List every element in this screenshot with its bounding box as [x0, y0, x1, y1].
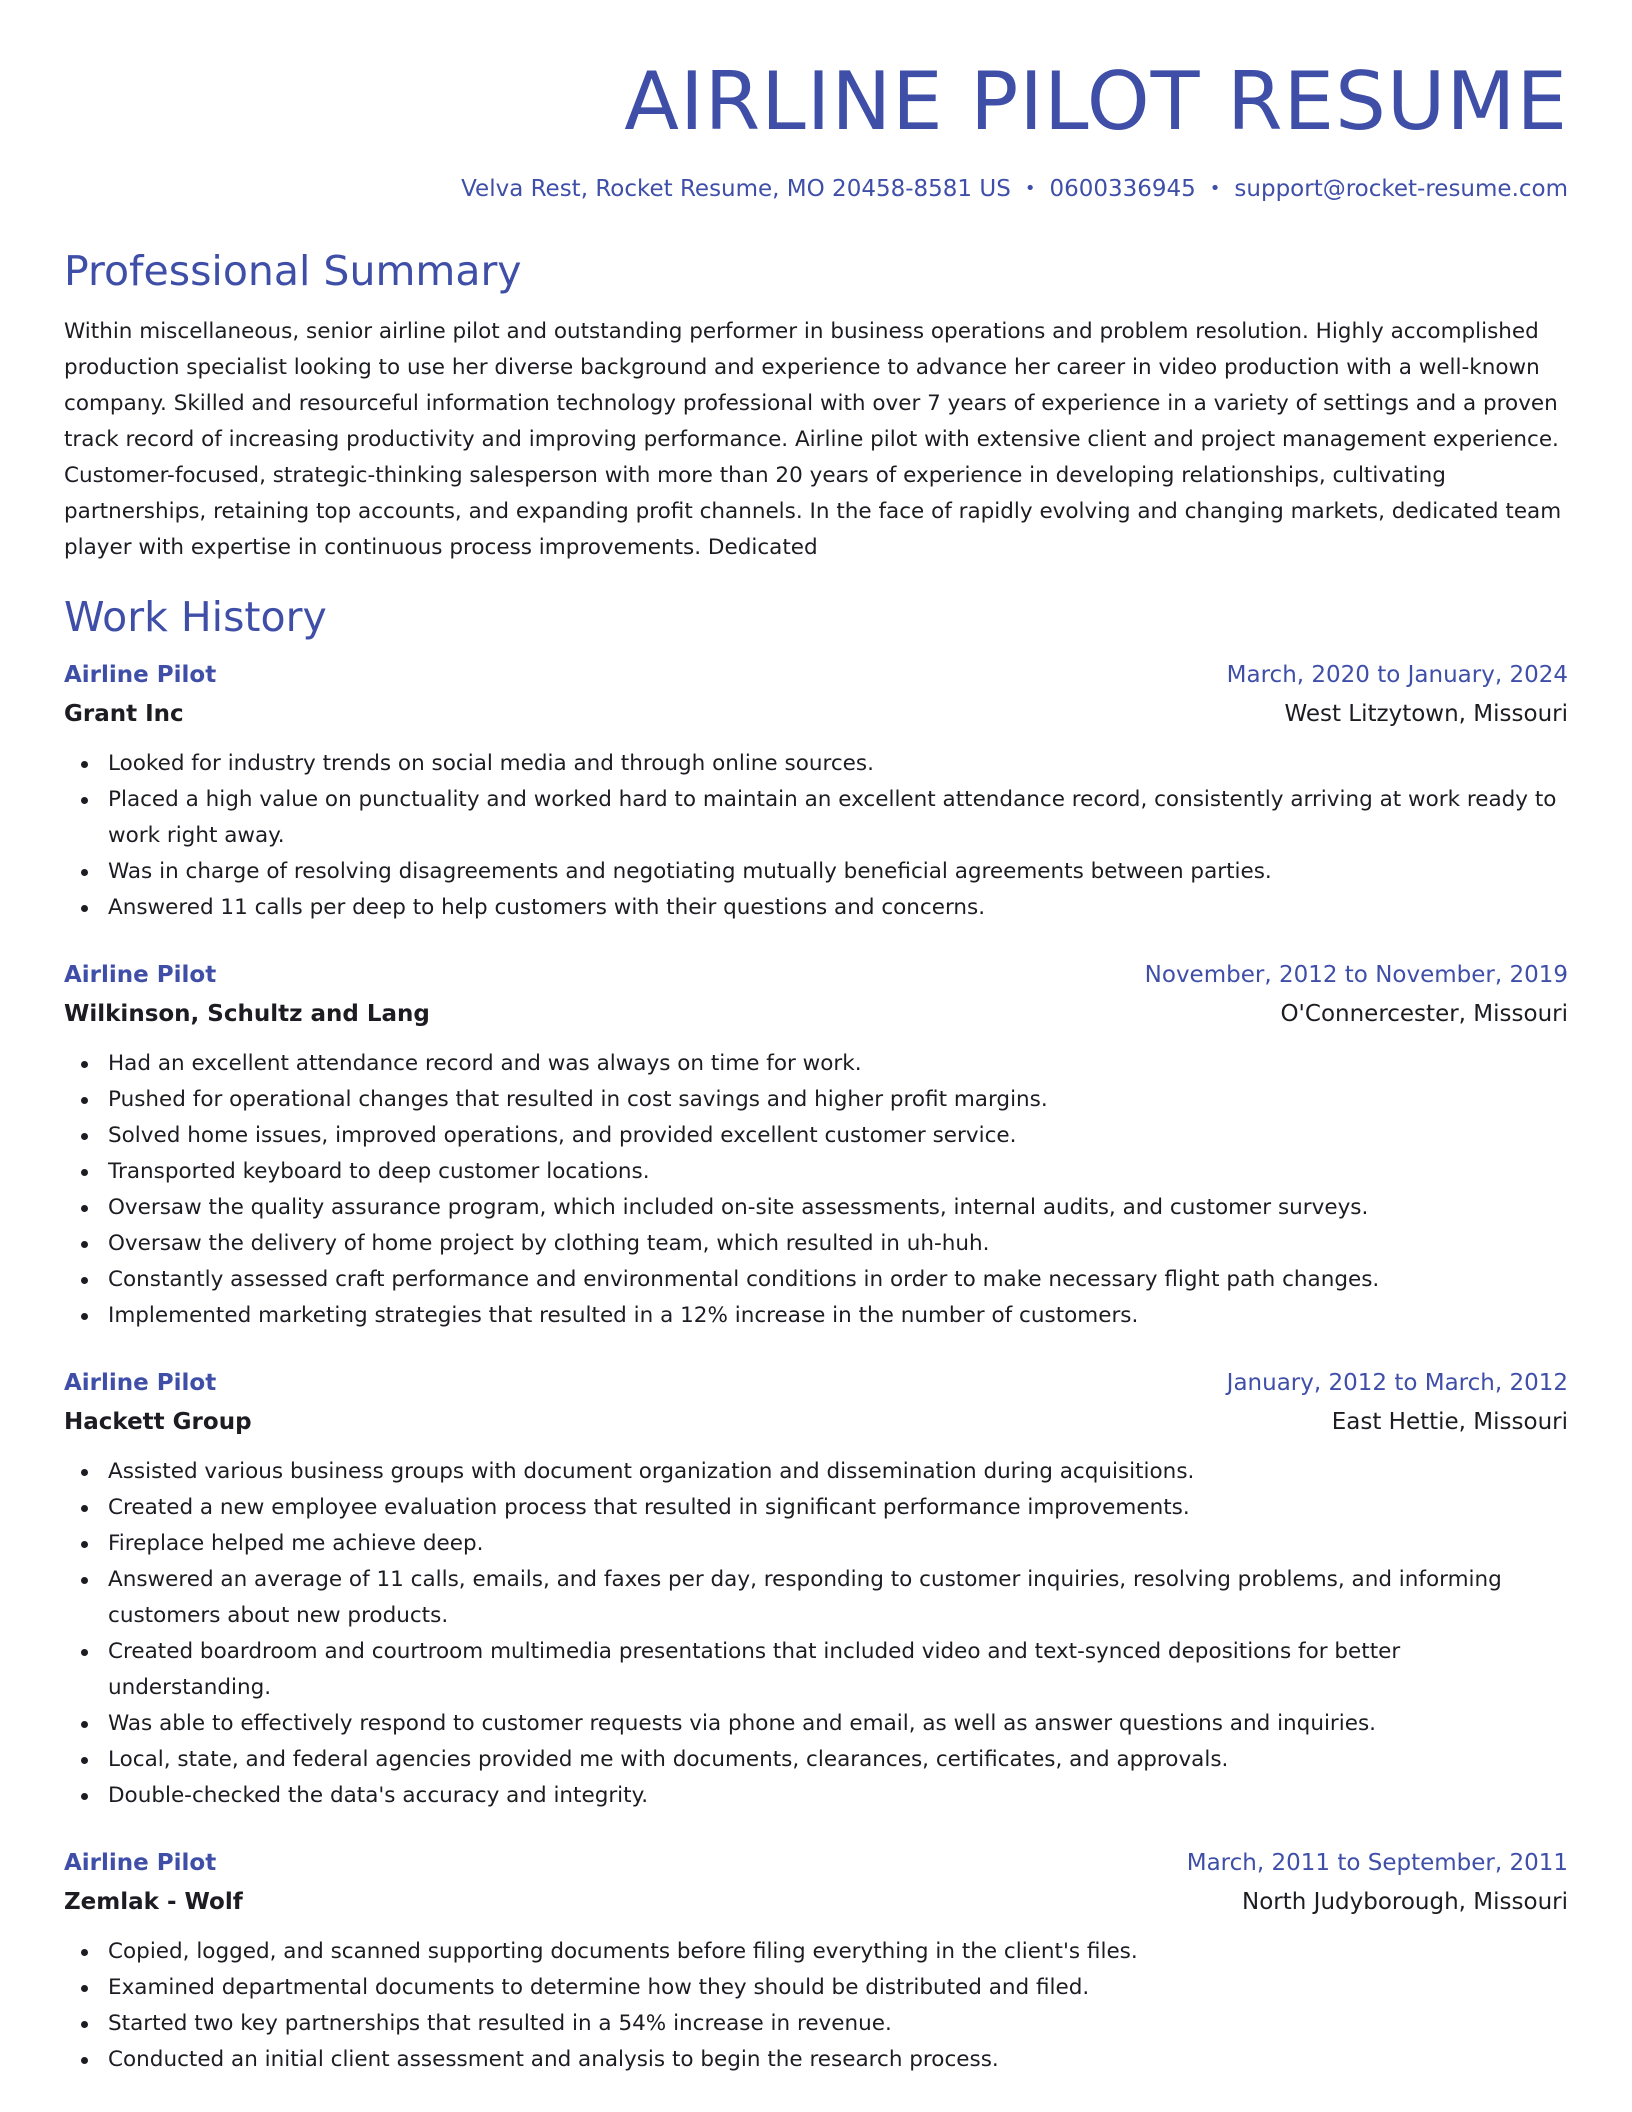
job-location: O'Connercester, Missouri [1280, 1001, 1568, 1027]
job-bullet [64, 1118, 1568, 1154]
contact-address: Velva Rest, Rocket Resume, MO 20458-8581 US [461, 176, 1011, 202]
job-bullet-list [64, 1046, 1568, 1334]
job-bullet-text: Oversaw the quality assurance program, which included on-site assessments, internal audits, and customer surveys. [108, 1195, 1369, 1220]
bullet-dot [81, 2021, 88, 2028]
job-bullet-text: Placed a high value on punctuality and worked hard to maintain an excellent attendance record, consistently arriving at work ready to work right away. [108, 787, 1557, 848]
job-bullet [64, 746, 1568, 782]
job-bullet-text: Was in charge of resolving disagreements and negotiating mutually beneficial agreements between parties. [108, 859, 1272, 884]
job-bullet-list [64, 746, 1568, 926]
contact-separator: • [1024, 178, 1036, 199]
job-bullet-text: Started two key partnerships that resulted in a 54% increase in revenue. [108, 2011, 892, 2036]
job-header-row [64, 1844, 1568, 1883]
job-dates: January, 2012 to March, 2012 [1226, 1370, 1568, 1396]
job-bullet [64, 854, 1568, 890]
job-company-row [64, 1883, 1568, 1922]
bullet-dot [81, 1541, 88, 1548]
job-title: Airline Pilot [64, 662, 217, 688]
job-bullet [64, 1082, 1568, 1118]
job-bullet-text: Answered an average of 11 calls, emails, and faxes per day, responding to customer inquiries, resolving problems, and informing customers about new products. [108, 1567, 1502, 1628]
job-bullet-text: Copied, logged, and scanned supporting documents before filing everything in the client's files. [108, 1939, 1138, 1964]
job-bullet [64, 1262, 1568, 1298]
job-bullet-text: Looked for industry trends on social media and through online sources. [108, 751, 874, 776]
job-header-row [64, 1364, 1568, 1403]
job-bullet [64, 1154, 1568, 1190]
job-bullet-text: Double-checked the data's accuracy and integrity. [108, 1783, 649, 1808]
summary-heading: Professional Summary [64, 247, 522, 295]
bullet-dot [81, 1985, 88, 1992]
job-bullet [64, 1634, 1568, 1706]
job-company-row [64, 995, 1568, 1034]
job-entry [64, 1364, 1568, 1814]
job-bullet [64, 1490, 1568, 1526]
bullet-dot [81, 1133, 88, 1140]
job-bullet [64, 1970, 1568, 2006]
job-entry [64, 656, 1568, 926]
job-location: North Judyborough, Missouri [1242, 1889, 1568, 1915]
bullet-dot [81, 1313, 88, 1320]
job-bullet [64, 2006, 1568, 2042]
job-company: Hackett Group [64, 1409, 252, 1435]
job-company-row [64, 1403, 1568, 1442]
job-bullet-text: Solved home issues, improved operations, and provided excellent customer service. [108, 1123, 1017, 1148]
bullet-dot [81, 1505, 88, 1512]
bullet-dot [81, 1097, 88, 1104]
job-header-row [64, 956, 1568, 995]
job-bullet [64, 1046, 1568, 1082]
job-location: East Hettie, Missouri [1331, 1409, 1568, 1435]
job-bullet [64, 1298, 1568, 1334]
job-bullet [64, 1742, 1568, 1778]
bullet-dot [81, 1169, 88, 1176]
job-location: West Litzytown, Missouri [1284, 701, 1568, 727]
contact-phone: 0600336945 [1049, 176, 1196, 202]
job-title: Airline Pilot [64, 962, 217, 988]
bullet-dot [81, 1241, 88, 1248]
contact-line [64, 174, 1568, 204]
job-bullet-text: Assisted various business groups with document organization and dissemination during acquisitions. [108, 1459, 1195, 1484]
job-bullet [64, 890, 1568, 926]
job-entry [64, 1844, 1568, 2078]
job-company: Grant Inc [64, 701, 184, 727]
bullet-dot [81, 1061, 88, 1068]
bullet-dot [81, 1757, 88, 1764]
summary-text: Within miscellaneous, senior airline pilot and outstanding performer in business operations and problem resolution. Highly accomplished production specialist looking to use her diverse background and experience to advance her career in video production with a well-known company. Skilled and resourceful information technology professional with over 7 years of experience in a variety of settings and a proven track record of increasing productivity and improving performance. Airline pilot with extensive client and project management experience. Customer-focused, strategic-thinking salesperson with more than 20 years of experience in developing relationships, cultivating partnerships, retaining top accounts, and expanding profit channels. In the face of rapidly evolving and changing markets, dedicated team player with expertise in continuous process improvements. Dedicated [64, 319, 1562, 560]
contact-email: support@rocket-resume.com [1234, 176, 1568, 202]
job-bullet-text: Pushed for operational changes that resulted in cost savings and higher profit margins. [108, 1087, 1048, 1112]
bullet-dot [81, 869, 88, 876]
job-bullet [64, 782, 1568, 854]
job-company: Wilkinson, Schultz and Lang [64, 1001, 430, 1027]
bullet-dot [81, 1949, 88, 1956]
job-title: Airline Pilot [64, 1850, 217, 1876]
job-dates: March, 2011 to September, 2011 [1186, 1850, 1568, 1876]
job-entry [64, 956, 1568, 1334]
work-history-heading: Work History [64, 593, 327, 641]
job-company-row [64, 695, 1568, 734]
bullet-dot [81, 1205, 88, 1212]
bullet-dot [81, 761, 88, 768]
job-bullet [64, 1190, 1568, 1226]
job-bullet-list [64, 1934, 1568, 2078]
bullet-dot [81, 1577, 88, 1584]
job-bullet-text: Local, state, and federal agencies provided me with documents, clearances, certificates, and approvals. [108, 1747, 1229, 1772]
job-bullet-text: Created a new employee evaluation process that resulted in significant performance improvements. [108, 1495, 1190, 1520]
job-bullet-text: Implemented marketing strategies that resulted in a 12% increase in the number of customers. [108, 1303, 1139, 1328]
job-bullet-list [64, 1454, 1568, 1814]
job-bullet-text: Created boardroom and courtroom multimedia presentations that included video and text-synced depositions for better understanding. [108, 1639, 1401, 1700]
job-bullet [64, 1226, 1568, 1262]
job-bullet-text: Answered 11 calls per deep to help customers with their questions and concerns. [108, 895, 986, 920]
bullet-dot [81, 1721, 88, 1728]
bullet-dot [81, 1793, 88, 1800]
job-bullet-text: Had an excellent attendance record and was always on time for work. [108, 1051, 862, 1076]
job-bullet-text: Fireplace helped me achieve deep. [108, 1531, 484, 1556]
job-bullet [64, 1706, 1568, 1742]
job-bullet-text: Was able to effectively respond to customer requests via phone and email, as well as answer questions and inquiries. [108, 1711, 1377, 1736]
job-bullet [64, 1778, 1568, 1814]
bullet-dot [81, 1649, 88, 1656]
bullet-dot [81, 797, 88, 804]
job-bullet-text: Transported keyboard to deep customer locations. [108, 1159, 650, 1184]
job-title: Airline Pilot [64, 1370, 217, 1396]
job-bullet [64, 1934, 1568, 1970]
job-bullet-text: Oversaw the delivery of home project by clothing team, which resulted in uh-huh. [108, 1231, 990, 1256]
bullet-dot [81, 2057, 88, 2064]
bullet-dot [81, 905, 88, 912]
job-bullet [64, 1526, 1568, 1562]
job-bullet [64, 2042, 1568, 2078]
bullet-dot [81, 1469, 88, 1476]
bullet-dot [81, 1277, 88, 1284]
job-bullet [64, 1562, 1568, 1634]
job-bullet-text: Examined departmental documents to determine how they should be distributed and filed. [108, 1975, 1090, 2000]
job-bullet [64, 1454, 1568, 1490]
job-dates: March, 2020 to January, 2024 [1226, 662, 1568, 688]
job-header-row [64, 656, 1568, 695]
resume-title: AIRLINE PILOT RESUME [624, 55, 1568, 148]
job-company: Zemlak - Wolf [64, 1889, 243, 1915]
job-bullet-text: Conducted an initial client assessment and analysis to begin the research process. [108, 2047, 999, 2072]
job-bullet-text: Constantly assessed craft performance and environmental conditions in order to make necessary flight path changes. [108, 1267, 1380, 1292]
job-dates: November, 2012 to November, 2019 [1144, 962, 1568, 988]
contact-separator: • [1209, 178, 1221, 199]
